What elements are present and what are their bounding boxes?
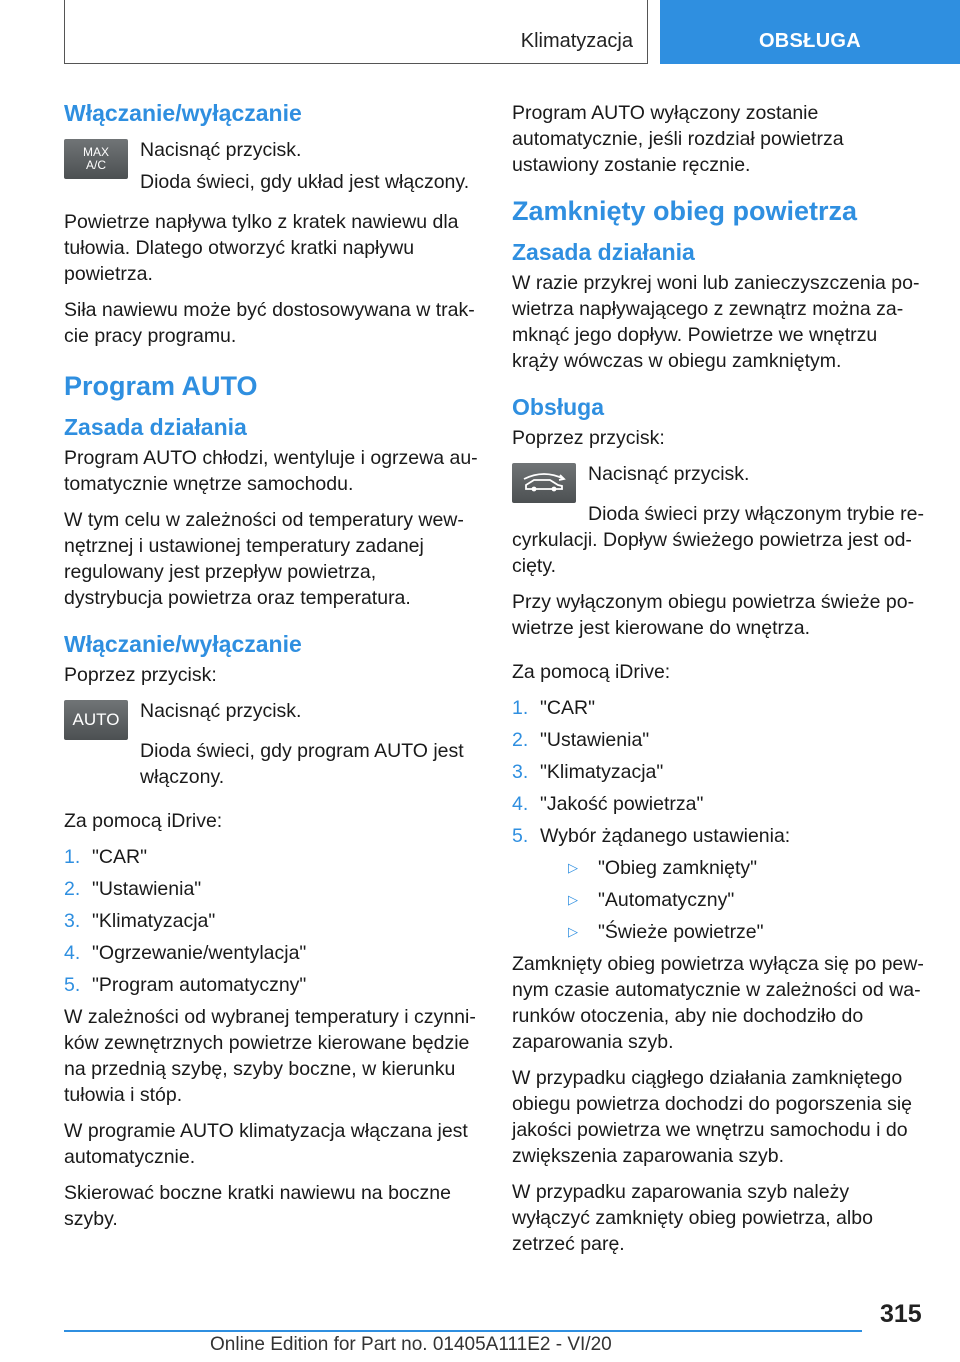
step-text: "CAR" <box>92 846 148 868</box>
step-number: 1. <box>512 697 529 719</box>
auto-button-row <box>64 698 480 740</box>
max-ac-button-icon <box>64 139 128 179</box>
step-text: "Ustawienia" <box>540 729 650 751</box>
auto-text-2-indent <box>64 738 480 790</box>
recirc-instructions <box>588 461 749 493</box>
paragraph: Poprzez przycisk: <box>512 427 665 449</box>
maxac-text-1: Nacisnąć przycisk. <box>140 139 302 161</box>
paragraph: Za pomocą iDrive: <box>64 810 223 832</box>
heading-obsluga: Obsługa <box>512 394 605 420</box>
substep-text: "Automatyczny" <box>598 889 735 911</box>
right-steps <box>512 695 926 849</box>
list-item <box>512 759 926 785</box>
paragraph: Powietrze napływa tylko z kratek nawiewu dla tułowia. Dlatego otworzyć kratki napływu powietrza. <box>64 211 459 285</box>
max-ac-label-2: A/C <box>85 158 106 172</box>
paragraph: W zależności od wybranej temperatury i czynników zewnętrznych powietrze kierowane będzie na przednią szybę, szyby boczne, w kierunku tułowia i stóp. <box>64 1006 476 1106</box>
heading-onoff-1: Włączanie/wyłączanie <box>64 100 302 126</box>
step-number: 3. <box>64 910 81 932</box>
paragraph: Skierować boczne kratki nawiewu na boczne szyby. <box>64 1182 451 1230</box>
list-item <box>568 919 926 945</box>
paragraph: Siła nawiewu może być dostosowywana w trakcie pracy programu. <box>64 299 475 347</box>
recirc-text-2 <box>512 501 926 579</box>
paragraph: W przypadku ciągłego działania zamkniętego obiegu powietrza dochodzi do pogorszenia się jakości powietrza we wnętrzu samochodu i do zwiększenia zaparowania szyb. <box>512 1067 913 1167</box>
step-number: 5. <box>64 974 81 996</box>
paragraph: Przy wyłączonym obiegu powietrza świeże powietrze jest kierowane do wnętrza. <box>512 591 915 639</box>
footer-divider <box>64 1330 862 1332</box>
auto-text-1: Nacisnąć przycisk. <box>140 700 302 722</box>
left-column <box>64 100 480 1242</box>
recirc-button-row <box>512 461 926 503</box>
recirc-text-1: Nacisnąć przycisk. <box>588 463 750 485</box>
substep-text: "Obieg zamknięty" <box>598 857 758 879</box>
step-text: "Jakość powietrza" <box>540 793 704 815</box>
step-text: "Klimatyzacja" <box>540 761 664 783</box>
list-item <box>64 876 480 902</box>
left-steps <box>64 844 480 998</box>
heading-onoff-2: Włączanie/wyłączanie <box>64 631 302 657</box>
auto-text-2-value: Dioda świeci, gdy program AUTO jest włączony. <box>140 740 464 788</box>
list-item <box>64 972 480 998</box>
step-number: 3. <box>512 761 529 783</box>
right-column <box>512 100 926 1267</box>
max-ac-label-1: MAX <box>82 145 109 159</box>
step-number: 1. <box>64 846 81 868</box>
step-text: "Ustawienia" <box>92 878 202 900</box>
substep-text: "Świeże powietrze" <box>598 921 764 943</box>
step-number: 4. <box>64 942 81 964</box>
footer-edition: Online Edition for Part no. 01405A111E2 - VI/20 <box>210 1334 612 1355</box>
triangle-bullet-icon: ▷ <box>568 892 578 907</box>
auto-button-icon <box>64 700 128 740</box>
paragraph: Program AUTO wyłączony zostanie automatycznie, jeśli rozdział powietrza ustawiony zostanie ręcznie. <box>512 102 844 176</box>
maxac-button-row <box>64 137 480 201</box>
chapter-tab: OBSŁUGA <box>660 0 960 64</box>
paragraph: W tym celu w zależności od temperatury wewnętrznej i ustawionej temperatury zadanej regulowany jest przepływ powietrza, dystrybucja powietrza oraz temperatura. <box>64 509 464 609</box>
heading-closed-circulation: Zamknięty obieg powietrza <box>512 196 858 226</box>
right-substeps <box>568 855 926 945</box>
list-item <box>568 887 926 913</box>
step-text: "Program automatyczny" <box>92 974 307 996</box>
paragraph: W programie AUTO klimatyzacja włączana jest automatycznie. <box>64 1120 468 1168</box>
list-item <box>568 855 926 881</box>
list-item <box>512 727 926 753</box>
paragraph: Program AUTO chłodzi, wentyluje i ogrzewa automatycznie wnętrze samochodu. <box>64 447 478 495</box>
step-number: 4. <box>512 793 529 815</box>
list-item <box>64 940 480 966</box>
recirc-text-2-value: Dioda świeci przy włączonym trybie recyrkulacji. Dopływ świeżego powietrza jest odcięty. <box>512 503 924 577</box>
list-item <box>64 844 480 870</box>
step-number: 5. <box>512 825 529 847</box>
paragraph: W przypadku zaparowania szyb należy wyłączyć zamknięty obieg powietrza, albo zetrzeć parę. <box>512 1181 873 1255</box>
paragraph: Za pomocą iDrive: <box>512 661 671 683</box>
triangle-bullet-icon: ▷ <box>568 924 578 939</box>
step-text: Wybór żądanego ustawienia: <box>540 825 791 847</box>
section-title: Klimatyzacja <box>520 30 633 52</box>
list-item <box>64 908 480 934</box>
step-number: 2. <box>64 878 81 900</box>
auto-instructions <box>140 698 301 730</box>
list-item <box>512 823 926 849</box>
step-text: "CAR" <box>540 697 596 719</box>
heading-program-auto: Program AUTO <box>64 371 258 401</box>
step-text: "Klimatyzacja" <box>92 910 216 932</box>
step-text: "Ogrzewanie/wentylacja" <box>92 942 307 964</box>
step-number: 2. <box>512 729 529 751</box>
header-frame <box>64 0 648 64</box>
heading-zasada: Zasada działania <box>64 414 247 440</box>
list-item <box>512 695 926 721</box>
paragraph: W razie przykrej woni lub zanieczyszczenia powietrza napływającego z zewnątrz można zamknąć jego dopływ. Powietrze we wnętrzu krąży wówczas w obiegu zamkniętym. <box>512 272 920 372</box>
maxac-text-2: Dioda świeci, gdy układ jest włączony. <box>140 171 470 193</box>
auto-label: AUTO <box>72 710 120 729</box>
recirculation-car-icon-svg <box>520 471 568 495</box>
page-number: 315 <box>880 1300 922 1328</box>
maxac-instructions <box>140 137 469 201</box>
paragraph: Poprzez przycisk: <box>64 664 217 686</box>
triangle-bullet-icon: ▷ <box>568 860 578 875</box>
auto-text-2 <box>64 738 480 790</box>
recirculation-car-icon <box>512 463 576 503</box>
heading-zasada: Zasada działania <box>512 239 695 265</box>
paragraph: Zamknięty obieg powietrza wyłącza się po pewnym czasie automatycznie w zależności od warunków otoczenia, aby nie dochodziło do zaparowania szyb. <box>512 953 924 1053</box>
list-item <box>512 791 926 817</box>
